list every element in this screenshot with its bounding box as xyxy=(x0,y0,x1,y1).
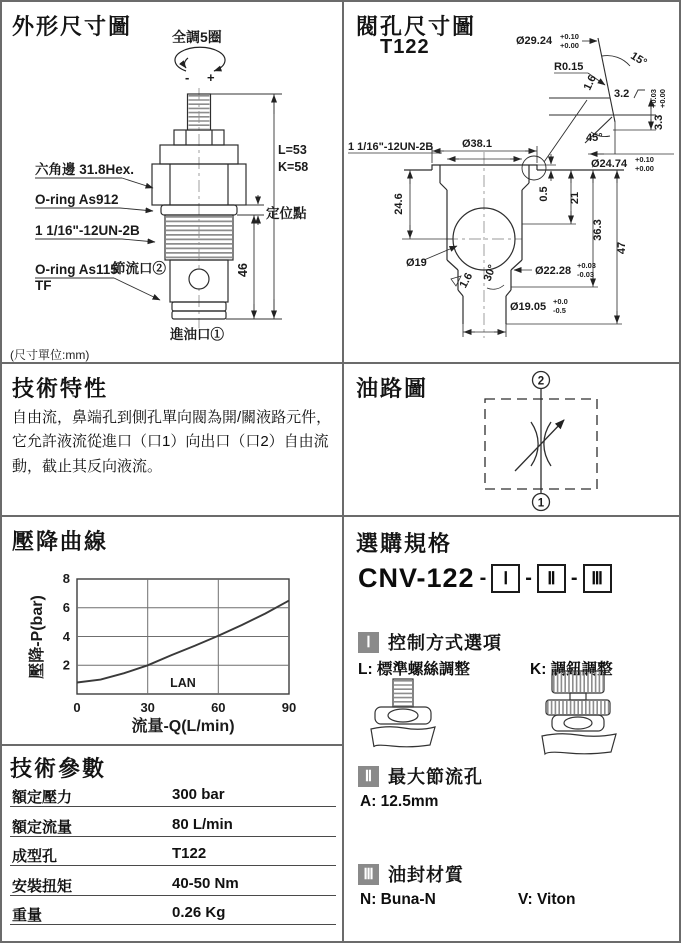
dim-1905-tol-dn: -0.5 xyxy=(553,306,566,315)
finish-16-detail-label: 1.6 xyxy=(581,73,599,93)
dim-33-label-group xyxy=(649,89,667,130)
adjust-note: 全調5圈 xyxy=(172,29,222,45)
option-k-label: K: 調鈕調整 xyxy=(530,661,613,678)
cavity-code: T122 xyxy=(380,36,430,58)
thread-label: 1 1/16"-12UN-2B xyxy=(35,223,140,238)
x-axis-label: 流量-Q(L/min) xyxy=(131,718,235,735)
panel-outline-dimensions xyxy=(2,2,344,364)
panel-pressure-curve xyxy=(2,517,344,746)
finish-check-icon xyxy=(634,90,645,98)
option-n-label: N: Buna-N xyxy=(360,891,436,908)
panel-title: 技術參數 xyxy=(10,756,107,781)
dim-33-label: 3.3 xyxy=(653,114,665,130)
angle-15-label: 15° xyxy=(628,49,649,69)
param-value: 40-50 Nm xyxy=(172,875,239,892)
param-value: 80 L/min xyxy=(172,816,233,833)
throttle-symbol xyxy=(485,372,597,511)
model-dash: - xyxy=(525,567,532,589)
section-3-title: 油封材質 xyxy=(388,865,464,885)
panel-features xyxy=(2,364,344,517)
dim-r015-label: R0.15 xyxy=(554,61,584,73)
panel-title: 選購規格 xyxy=(356,531,453,556)
x-tick-30: 30 xyxy=(140,700,155,715)
angle-30-label: 30° xyxy=(481,263,499,283)
panel-title: 油路圖 xyxy=(356,376,429,401)
tf-label: TF xyxy=(35,278,52,293)
dim-2228-tol-up: +0.03 xyxy=(577,261,596,270)
dim-19-label: Ø19 xyxy=(406,257,427,269)
x-tick-0: 0 xyxy=(73,700,81,715)
param-value: 300 bar xyxy=(172,786,225,803)
minus-sign: - xyxy=(185,70,190,85)
section-3-badge: Ⅲ xyxy=(358,864,379,885)
dim-1905-label: Ø19.05 xyxy=(510,301,547,313)
dim-2228-label: Ø22.28 xyxy=(535,265,572,277)
dim-21-label: 21 xyxy=(569,191,581,205)
screw-adjust-icon xyxy=(368,677,438,749)
features-paragraph: 自由流，鼻端孔到側孔單向閥為開/關液路元件，它允許液流從進口（口1）向出口（口2）自由流動，截止其反向液流。 xyxy=(12,409,332,475)
section-2-title: 最大節流孔 xyxy=(388,767,483,787)
row-divider xyxy=(10,895,336,896)
oring115-label: O-ring As115 xyxy=(35,262,118,277)
thread-dim xyxy=(348,153,522,159)
y-axis-label: 壓降-P(bar) xyxy=(29,595,46,679)
dim-33-tol-up: +0.03 xyxy=(649,89,658,108)
model-code xyxy=(358,563,612,594)
dim-05-label: 0.5 xyxy=(538,186,550,202)
panel-title: 外形尺寸圖 xyxy=(12,14,133,39)
finish-32-label: 3.2 xyxy=(614,88,630,100)
y-tick-8: 8 xyxy=(62,571,70,586)
row-divider xyxy=(10,865,336,866)
param-label: 額定流量 xyxy=(12,819,73,836)
section-3-header xyxy=(358,861,464,887)
datum-label: 定位點 xyxy=(266,206,307,221)
dim-46-label: 46 xyxy=(236,263,250,277)
port-1-label: 1 xyxy=(537,497,545,510)
panel-title: 技術特性 xyxy=(12,376,109,401)
param-label: 安裝扭矩 xyxy=(12,878,73,895)
panel-ordering xyxy=(344,517,679,941)
dim-47-label: 47 xyxy=(616,241,628,255)
x-tick-90: 90 xyxy=(281,700,297,715)
option-v-label: V: Viton xyxy=(518,891,576,908)
dim-2474-label: Ø24.74 xyxy=(591,158,628,170)
option-l-label: L: 標準螺絲調整 xyxy=(358,661,470,678)
option-a-label: A: 12.5mm xyxy=(360,793,439,810)
hex-label: 六角邊 31.8Hex. xyxy=(35,162,135,177)
dim-k-label: K=58 xyxy=(278,160,309,174)
row-divider xyxy=(10,836,336,837)
circuit-diagram xyxy=(344,364,679,517)
port-2-label: 2 xyxy=(537,375,545,388)
panel-circuit xyxy=(344,364,679,517)
dim-2228-tol-dn: -0.03 xyxy=(577,270,595,279)
dim-33-tol-dn: +0.00 xyxy=(658,89,667,108)
param-label: 成型孔 xyxy=(12,848,58,865)
pressure-curve-line xyxy=(77,601,289,683)
inlet-port-label: 進油口① xyxy=(170,327,224,342)
curve-annotation: LAN xyxy=(170,676,196,690)
dim-2924-tol-up: +0.10 xyxy=(560,32,579,41)
dim-2924-label: Ø29.24 xyxy=(516,35,553,47)
section-1-header xyxy=(358,629,502,655)
panel-title: 壓降曲線 xyxy=(12,529,109,554)
dim-246-label: 24.6 xyxy=(393,193,405,215)
angle-30-arc xyxy=(487,285,504,289)
dim-2474-tol-dn: +0.00 xyxy=(635,164,654,173)
section-2-badge: Ⅱ xyxy=(358,766,379,787)
dim-363-label: 36.3 xyxy=(592,219,604,241)
y-tick-2: 2 xyxy=(62,657,70,673)
panel-title: 閥孔尺寸圖 xyxy=(356,14,477,39)
model-box-3: Ⅲ xyxy=(583,564,612,593)
param-label: 重量 xyxy=(12,907,43,924)
cavity-drawing xyxy=(344,2,679,364)
panel-cavity-dimensions xyxy=(344,2,679,364)
model-prefix: CNV-122 xyxy=(358,563,475,593)
thread-spec-label: 1 1/16"-12UN-2B xyxy=(348,141,434,153)
param-value: 0.26 Kg xyxy=(172,904,226,921)
dim-2474-tol-up: +0.10 xyxy=(635,155,654,164)
section-1-title: 控制方式選項 xyxy=(388,633,502,653)
finish-16-label: 1.6 xyxy=(457,271,476,291)
unit-note: (尺寸單位:mm) xyxy=(10,348,90,362)
dim-1905-tol-up: +0.0 xyxy=(553,297,568,306)
throttle-port-label: 節流口② xyxy=(112,261,166,276)
dim-2924-tol-dn: +0.00 xyxy=(560,41,579,50)
adjust-arrow-icon xyxy=(515,420,564,471)
valve-outline-drawing xyxy=(2,2,344,364)
panel-parameters xyxy=(2,746,344,941)
datum-dim xyxy=(237,195,264,225)
section-2-header xyxy=(358,763,483,789)
pressure-curve-chart xyxy=(2,517,344,746)
model-dash: - xyxy=(570,567,578,589)
d19-leader xyxy=(424,246,457,260)
dim-l-label: L=53 xyxy=(278,143,307,157)
angle-45-label: 45° xyxy=(586,132,603,144)
param-label: 額定壓力 xyxy=(12,789,73,806)
param-value: T122 xyxy=(172,845,207,862)
plus-sign: + xyxy=(207,70,215,85)
model-box-1: Ⅰ xyxy=(491,564,520,593)
model-box-2: Ⅱ xyxy=(537,564,566,593)
knob-adjust-icon xyxy=(536,669,620,757)
row-divider xyxy=(10,924,336,925)
rotation-arrows-icon xyxy=(175,47,225,72)
oring912-label: O-ring As912 xyxy=(35,192,119,207)
dim-1905 xyxy=(463,307,510,337)
dim-246 xyxy=(402,170,453,239)
y-tick-6: 6 xyxy=(62,600,70,615)
dim-381-label: Ø38.1 xyxy=(462,138,492,150)
x-tick-60: 60 xyxy=(211,700,226,715)
model-dash: - xyxy=(479,567,487,589)
section-1-badge: Ⅰ xyxy=(358,632,379,653)
y-tick-4: 4 xyxy=(62,629,70,644)
row-divider xyxy=(10,806,336,807)
